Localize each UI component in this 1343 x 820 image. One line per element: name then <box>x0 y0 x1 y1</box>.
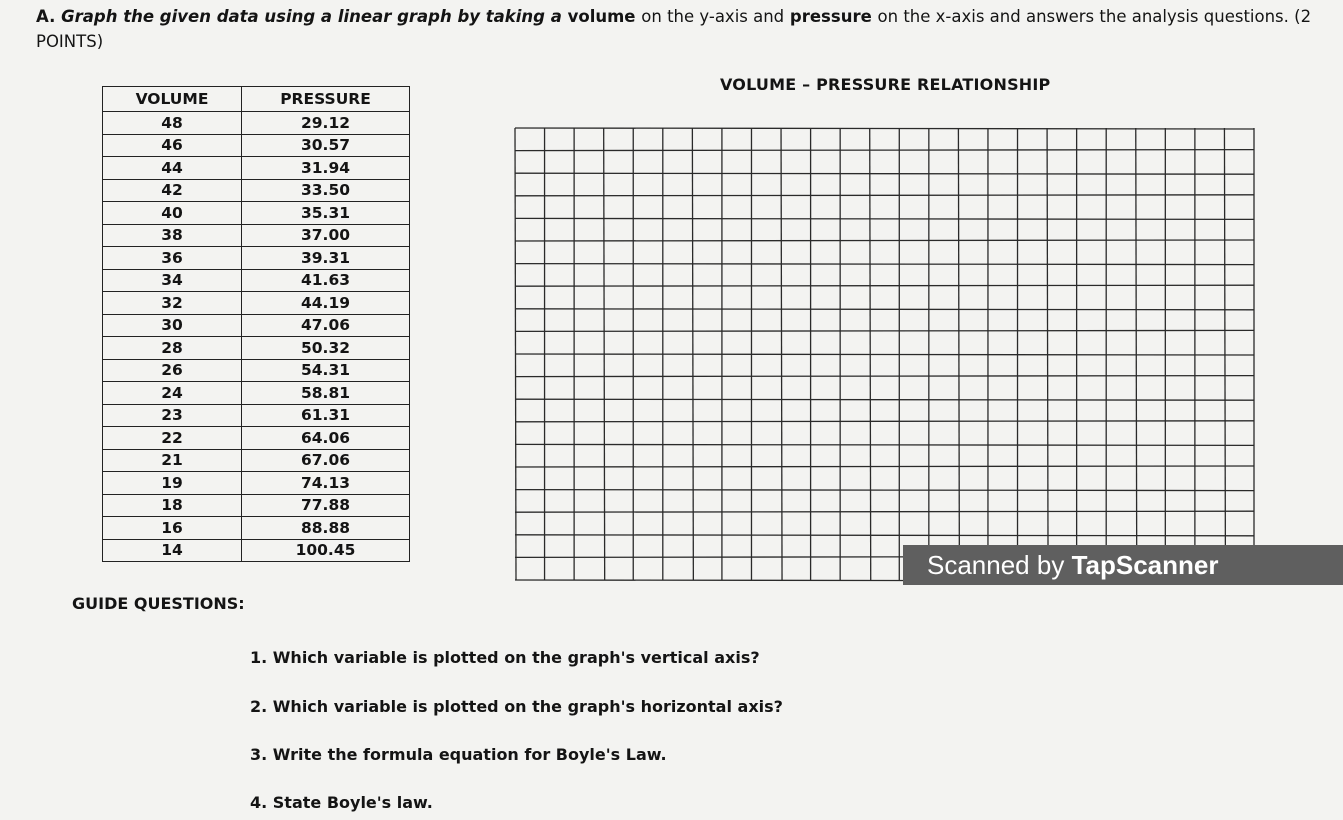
grid-horizontal-line <box>515 444 1254 445</box>
watermark-brand: TapScanner <box>1071 550 1219 580</box>
grid-horizontal-line <box>515 195 1254 196</box>
grid-horizontal-line <box>515 511 1254 512</box>
grid-horizontal-line <box>515 354 1254 355</box>
volume-cell: 23 <box>103 404 242 427</box>
pressure-cell: 39.31 <box>242 247 410 270</box>
grid-horizontal-line <box>515 376 1254 377</box>
grid-vertical-line <box>1224 128 1225 580</box>
grid-horizontal-line <box>515 218 1254 219</box>
pressure-cell: 47.06 <box>242 314 410 337</box>
grid-horizontal-line <box>515 240 1254 241</box>
scanner-watermark <box>903 545 1343 585</box>
grid-horizontal-line <box>515 264 1254 265</box>
grid-horizontal-line <box>515 150 1254 151</box>
pressure-cell: 44.19 <box>242 292 410 315</box>
pressure-cell: 74.13 <box>242 472 410 495</box>
grid-horizontal-line <box>515 535 1254 536</box>
heading-text-3: on the x-axis and answers the analysis questions. (2 POINTS) <box>36 7 1312 51</box>
pressure-cell: 100.45 <box>242 539 410 562</box>
grid-horizontal-line <box>515 421 1254 422</box>
volume-cell: 46 <box>103 134 242 157</box>
question-4: 4. State Boyle's law. <box>250 793 433 812</box>
grid-horizontal-line <box>515 128 1254 129</box>
pressure-cell: 33.50 <box>242 179 410 202</box>
grid-horizontal-line <box>515 399 1254 400</box>
grid-horizontal-line <box>515 466 1254 467</box>
pressure-cell: 31.94 <box>242 157 410 180</box>
pressure-cell: 30.57 <box>242 134 410 157</box>
volume-cell: 40 <box>103 202 242 225</box>
volume-cell: 22 <box>103 427 242 450</box>
volume-cell: 30 <box>103 314 242 337</box>
pressure-cell: 37.00 <box>242 224 410 247</box>
header-volume: VOLUME <box>103 87 242 112</box>
pressure-cell: 50.32 <box>242 337 410 360</box>
heading-text-2: on the y-axis and <box>641 7 785 26</box>
heading-word-pressure: pressure <box>789 7 872 26</box>
pressure-cell: 61.31 <box>242 404 410 427</box>
pressure-cell: 29.12 <box>242 112 410 135</box>
header-pressure: PRESSURE <box>242 87 410 112</box>
pressure-cell: 58.81 <box>242 382 410 405</box>
pressure-cell: 64.06 <box>242 427 410 450</box>
guide-questions-title: GUIDE QUESTIONS: <box>72 594 245 613</box>
volume-cell: 26 <box>103 359 242 382</box>
volume-cell: 34 <box>103 269 242 292</box>
question-2: 2. Which variable is plotted on the graph's horizontal axis? <box>250 697 783 716</box>
volume-cell: 32 <box>103 292 242 315</box>
volume-cell: 21 <box>103 449 242 472</box>
volume-cell: 16 <box>103 517 242 540</box>
volume-cell: 19 <box>103 472 242 495</box>
graph-title: VOLUME – PRESSURE RELATIONSHIP <box>720 75 1051 94</box>
question-3: 3. Write the formula equation for Boyle's Law. <box>250 745 667 764</box>
grid-vertical-line <box>1136 128 1137 580</box>
grid-horizontal-line <box>515 330 1254 331</box>
heading-word-volume: volume <box>567 7 636 26</box>
volume-cell: 24 <box>103 382 242 405</box>
pressure-cell: 77.88 <box>242 494 410 517</box>
pressure-cell: 41.63 <box>242 269 410 292</box>
pressure-cell: 54.31 <box>242 359 410 382</box>
pressure-cell: 88.88 <box>242 517 410 540</box>
volume-cell: 42 <box>103 179 242 202</box>
heading-prefix: A. <box>36 7 56 26</box>
watermark-prefix: Scanned by <box>927 550 1072 580</box>
volume-cell: 48 <box>103 112 242 135</box>
volume-cell: 28 <box>103 337 242 360</box>
volume-cell: 38 <box>103 224 242 247</box>
pressure-cell: 35.31 <box>242 202 410 225</box>
grid-horizontal-line <box>515 490 1254 491</box>
grid-vertical-line <box>1047 128 1048 580</box>
pressure-cell: 67.06 <box>242 449 410 472</box>
grid-horizontal-line <box>515 309 1254 310</box>
question-1: 1. Which variable is plotted on the graph's vertical axis? <box>250 648 760 667</box>
grid-horizontal-line <box>515 285 1254 286</box>
volume-cell: 18 <box>103 494 242 517</box>
volume-cell: 14 <box>103 539 242 562</box>
grid-horizontal-line <box>515 173 1254 174</box>
volume-cell: 44 <box>103 157 242 180</box>
heading-text-1: Graph the given data using a linear graph by taking a <box>61 7 562 26</box>
volume-cell: 36 <box>103 247 242 270</box>
